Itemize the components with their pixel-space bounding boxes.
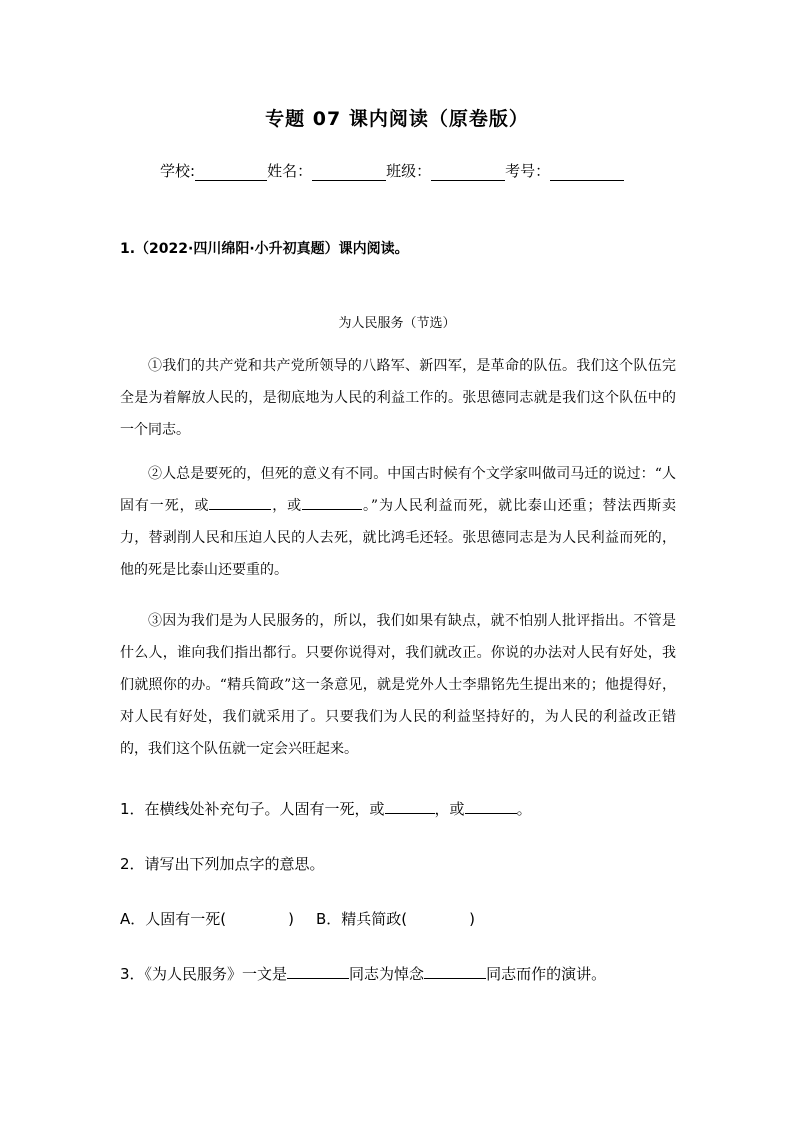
q3-text-c: 同志而作的演讲。 <box>486 965 607 983</box>
q1-answer-blank-1[interactable] <box>385 799 435 814</box>
school-field[interactable] <box>195 164 267 181</box>
q1-text-a: 1．在横线处补充句子。人固有一死，或 <box>120 800 385 818</box>
class-label: 班级： <box>386 162 432 180</box>
q3-text-a: 3．《为人民服务》一文是 <box>120 965 288 983</box>
q2-item-a: A．人固有一死( <box>120 910 227 928</box>
q2-item-b: B．精兵简政( <box>315 910 408 928</box>
q2-item-a-close: ) <box>288 910 294 928</box>
paragraph-blank-2 <box>302 495 362 510</box>
passage-paragraph-3: ③因为我们是为人民服务的，所以，我们如果有缺点，就不怕别人批评指出。不管是什么人，谁向我们指出都行。只要你说得对，我们就改正。你说的办法对人民有好处，我们就照你的办。“精兵简政”这一条意见，就是党外人士李鼎铭先生提出来的；他提得好，对人民有好处，我们就采用了。只要我们为人民的利益坚持好的，为人民的利益改正错的，我们这个队伍就一定会兴旺起来。 <box>120 613 676 757</box>
student-info-line <box>160 160 624 181</box>
school-label: 学校: <box>160 162 196 180</box>
paragraph-2-part-2: ，或 <box>271 498 303 514</box>
q3-text-b: 同志为悼念 <box>349 965 425 983</box>
exam-no-label: 考号： <box>505 162 551 180</box>
q3-answer-blank-2[interactable] <box>424 964 486 979</box>
passage-title: 为人民服务（节选） <box>338 316 456 331</box>
passage-paragraph-2 <box>120 458 676 586</box>
q1-text-b: ，或 <box>434 800 465 818</box>
paragraph-2-part-1: ②人总是要死的，但死的意义有不同。中国古时候有个文学家叫做司马迁的说过：“人固有一死，或 <box>120 466 676 514</box>
name-label: 姓名： <box>267 162 313 180</box>
q3-answer-blank-1[interactable] <box>287 964 349 979</box>
q1-answer-blank-2[interactable] <box>465 799 517 814</box>
class-field[interactable] <box>431 164 505 181</box>
q2-item-b-close: ) <box>469 910 475 928</box>
q1-text-c: 。 <box>516 800 532 818</box>
sub-question-3 <box>120 963 606 984</box>
question-heading: 1.（2022·四川绵阳·小升初真题）课内阅读。 <box>120 241 409 257</box>
sub-question-2: 2．请写出下列加点字的意思。 <box>120 855 325 873</box>
passage-paragraph-1: ①我们的共产党和共产党所领导的八路军、新四军，是革命的队伍。我们这个队伍完全是为着解放人民的，是彻底地为人民的利益工作的。张思德同志就是我们这个队伍中的一个同志。 <box>120 358 676 438</box>
exam-no-field[interactable] <box>550 164 624 181</box>
page-title: 专题 07 课内阅读（原卷版） <box>265 108 529 130</box>
sub-question-2-items <box>120 908 475 929</box>
paragraph-2-part-3: 。”为人民利益而死，就比泰山还重；替法西斯卖力，替剥削人民和压迫人民的人去死，就比鸿毛还轻。张思德同志是为人民利益而死的，他的死是比泰山还要重的。 <box>120 498 677 578</box>
name-field[interactable] <box>312 164 386 181</box>
sub-question-1 <box>120 798 532 819</box>
paragraph-blank-1 <box>209 495 271 510</box>
